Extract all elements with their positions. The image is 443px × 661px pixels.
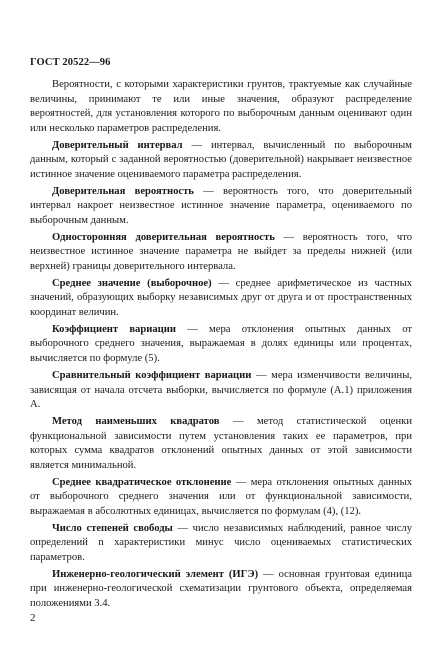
term: Инженерно-геологический элемент (ИГЭ) [52, 568, 259, 580]
definitions-body [30, 78, 412, 614]
paragraph-degrees-of-freedom [30, 522, 412, 566]
paragraph-least-squares [30, 415, 412, 473]
definition-text: — мера отклонения опытных данных от выборочного среднего значения, выражаемая в долях единицы или процентах, вычисляется по формуле (5). [30, 323, 412, 364]
definition-text: — число независимых наблюдений, равное числу определений n характеристики минус число оцениваемых статистических параметров. [30, 522, 412, 563]
paragraph-confidence-probability [30, 185, 412, 229]
term: Сравнительный коэффициент вариации [52, 370, 252, 382]
definition-text: — среднее арифметическое из частных значений, образующих выборку независимых друг от друга и от пространственных координат величин. [30, 277, 412, 318]
definition-text: — интервал, вычисленный по выборочным данным, который с заданной вероятностью (доверительной) накрывает неизвестное истинное значение оцениваемого параметра распределения. [30, 139, 412, 180]
definition-text: Вероятности, с которыми характеристики грунтов, трактуемые как случайные величины, принимают те или иные значения, образуют распределение вероятностей, для установления которого по выборочным данным оценивают один или несколько параметров распределения. [30, 79, 412, 134]
term: Среднее квадратическое отклонение [52, 476, 232, 488]
paragraph-engineering-element [30, 568, 412, 612]
paragraph-confidence-interval [30, 139, 412, 183]
definition-text: — метод статистической оценки функциональной зависимости путем установления таких ее параметров, при которых сумма квадратов отклонений опытных данных от этой зависимости является минимальной. [30, 416, 412, 471]
term: Односторонняя доверительная вероятность [52, 231, 275, 243]
term: Доверительный интервал [52, 139, 183, 151]
paragraph-one-sided-probability [30, 231, 412, 275]
standard-header: ГОСТ 20522—96 [30, 57, 111, 68]
term: Метод наименьших квадратов [52, 416, 220, 428]
definition-text: — вероятность того, что неизвестное истинное значение параметра не выйдет за пределы нижней (или верхней) границы доверительного интервала. [30, 231, 413, 272]
term: Число степеней свободы [52, 522, 173, 534]
definition-text: — мера изменчивости величины, зависящая от начала отсчета выборки, вычисляется по формуле (А.1) приложения А. [30, 370, 412, 411]
term: Коэффициент вариации [52, 323, 176, 335]
definition-text: — вероятность того, что доверительный интервал накроет неизвестное истинное значение параметра, оцениваемого по выборочным данным. [30, 185, 412, 226]
paragraph-intro [30, 78, 412, 136]
page-number: 2 [30, 612, 36, 624]
paragraph-coefficient-of-variation [30, 323, 412, 367]
definition-text: — мера отклонения опытных данных от выборочного среднего значения или от функциональной зависимости, выражаемая в абсолютных единицах, вычисляется по формулам (4), (12). [30, 476, 412, 517]
term: Среднее значение (выборочное) [52, 277, 212, 289]
paragraph-standard-deviation [30, 476, 412, 520]
term: Доверительная вероятность [52, 185, 194, 197]
paragraph-mean-value [30, 277, 412, 321]
paragraph-comparative-coefficient [30, 369, 412, 413]
definition-text: — основная грунтовая единица при инженерно-геологической схематизации грунтового объекта, определяемая положениями 3.4. [30, 568, 413, 609]
